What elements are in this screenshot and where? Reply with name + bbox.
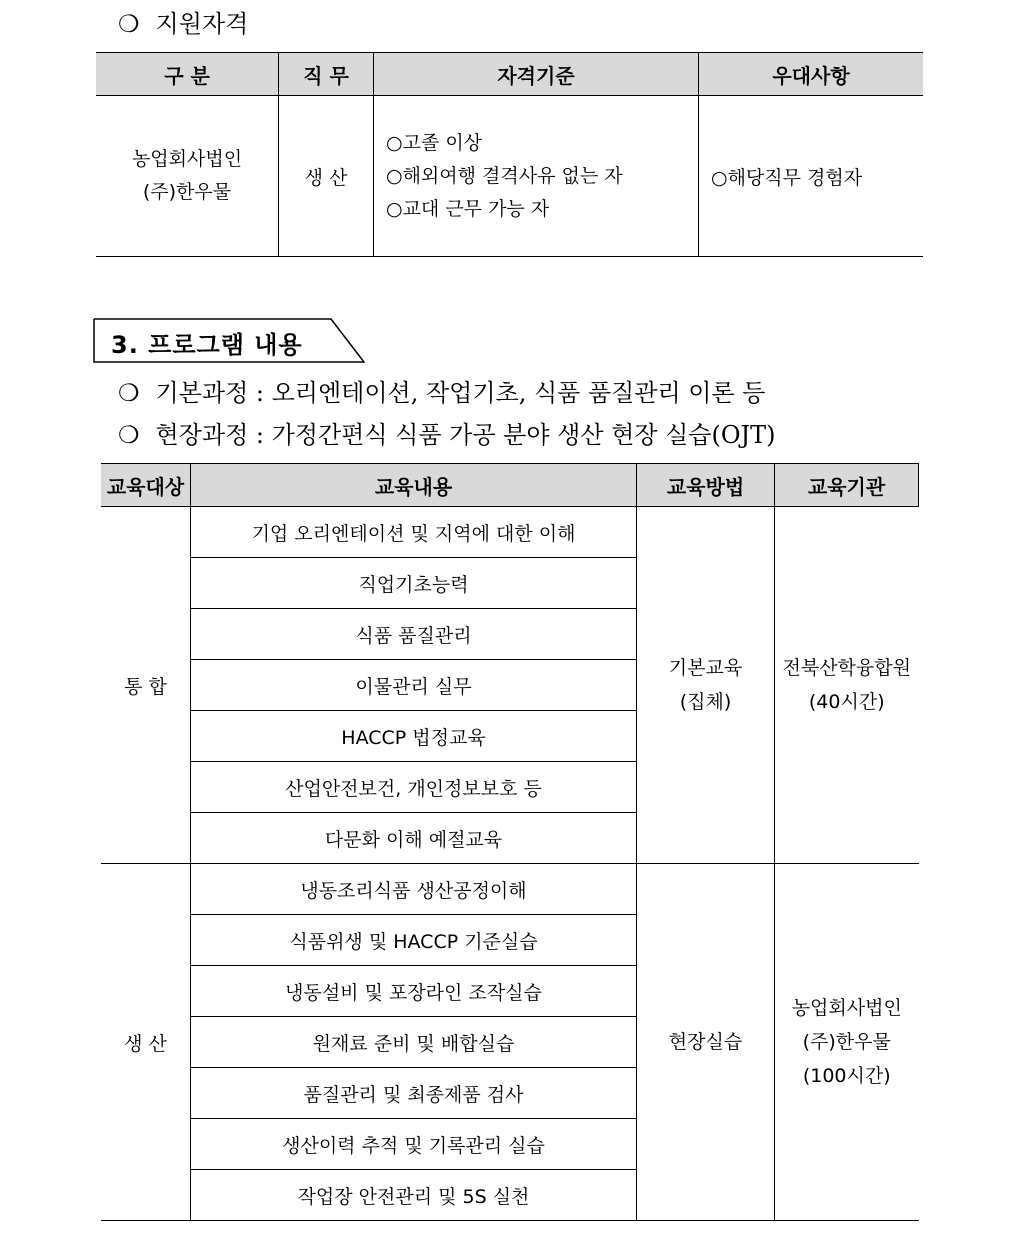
header-method: 교육방법 (637, 464, 775, 507)
content-cell: 식품 품질관리 (191, 609, 637, 660)
method-cell (637, 507, 775, 864)
header-content: 교육내용 (191, 464, 637, 507)
method-cell (637, 864, 775, 1221)
program-table (101, 463, 919, 1221)
header-criteria: 자격기준 (374, 53, 699, 96)
program-bullet-text: 기본과정 : 오리엔테이션, 작업기초, 식품 품질관리 이론 등 (155, 379, 766, 407)
content-cell: HACCP 법정교육 (191, 711, 637, 762)
org-line: (주)한우물 (802, 1031, 891, 1053)
org-cell (775, 864, 919, 1221)
method-line: (집체) (679, 691, 732, 713)
content-cell: 기업 오리엔테이션 및 지역에 대한 이해 (191, 507, 637, 558)
header-job: 직 무 (279, 53, 374, 96)
org-line: 전북산학융합원 (782, 657, 911, 679)
table-row (101, 864, 919, 915)
content-cell: 냉동설비 및 포장라인 조작실습 (191, 966, 637, 1017)
content-cell: 냉동조리식품 생산공정이해 (191, 864, 637, 915)
criteria-cell (374, 96, 699, 257)
table-row (101, 507, 919, 558)
header-org: 교육기관 (775, 464, 919, 507)
content-cell: 다문화 이해 예절교육 (191, 813, 637, 864)
content-cell: 품질관리 및 최종제품 검사 (191, 1068, 637, 1119)
circle-bullet-icon: ❍ (118, 379, 140, 407)
criteria-item: ○고졸 이상 (386, 131, 483, 154)
program-bullet-1 (118, 373, 766, 408)
table-row (96, 96, 923, 257)
header-preference: 우대사항 (699, 53, 924, 96)
content-cell: 작업장 안전관리 및 5S 실천 (191, 1170, 637, 1221)
content-cell: 원재료 준비 및 배합실습 (191, 1017, 637, 1068)
criteria-item: ○교대 근무 가능 자 (386, 197, 550, 220)
section3-heading-box (93, 318, 365, 363)
program-bullet-2 (118, 415, 776, 450)
job-cell: 생 산 (279, 96, 374, 257)
category-line: (주)한우물 (142, 181, 232, 203)
header-target: 교육대상 (101, 464, 191, 507)
header-category: 구 분 (96, 53, 279, 96)
circle-bullet-icon: ❍ (118, 421, 140, 449)
method-line: 현장실습 (668, 1031, 743, 1053)
content-cell: 이물관리 실무 (191, 660, 637, 711)
circle-bullet-icon: ❍ (118, 10, 140, 38)
org-line: (40시간) (808, 691, 885, 713)
section1-title-line (118, 4, 248, 39)
qualification-table (96, 52, 923, 257)
target-cell: 통 합 (101, 507, 191, 864)
org-cell (775, 507, 919, 864)
content-cell: 산업안전보건, 개인정보보호 등 (191, 762, 637, 813)
program-bullet-text: 현장과정 : 가정간편식 식품 가공 분야 생산 현장 실습(OJT) (155, 421, 776, 449)
org-line: 농업회사법인 (791, 997, 902, 1019)
content-cell: 생산이력 추적 및 기록관리 실습 (191, 1119, 637, 1170)
category-line: 농업회사법인 (131, 148, 243, 170)
content-cell: 직업기초능력 (191, 558, 637, 609)
table-header-row (101, 464, 919, 507)
section1-title: 지원자격 (155, 10, 249, 38)
table-header-row (96, 53, 923, 96)
section3-heading: 3. 프로그램 내용 (111, 331, 303, 359)
target-cell: 생 산 (101, 864, 191, 1221)
criteria-item: ○해외여행 결격사유 없는 자 (386, 164, 623, 187)
method-line: 기본교육 (668, 657, 743, 679)
category-cell (96, 96, 279, 257)
content-cell: 식품위생 및 HACCP 기준실습 (191, 915, 637, 966)
org-line: (100시간) (802, 1065, 891, 1087)
preference-cell: ○해당직무 경험자 (699, 96, 924, 257)
